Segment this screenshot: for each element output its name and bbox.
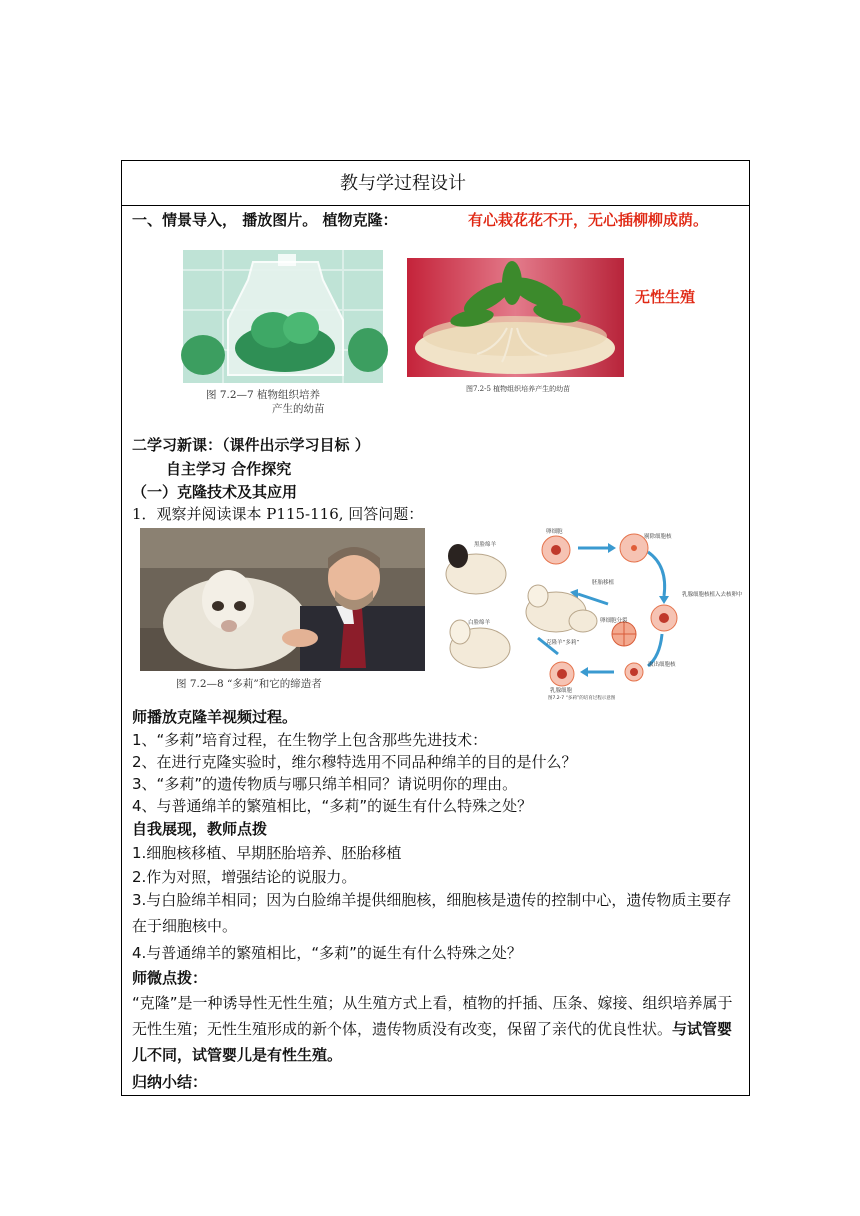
proverb-text: 有心栽花花不开，无心插柳柳成荫。 (468, 211, 709, 229)
caption-left-line2: 产生的幼苗 (272, 403, 325, 415)
answer-2: 2.作为对照，增强结论的说服力。 (132, 868, 357, 886)
title-divider (121, 205, 750, 206)
answer-1: 1.细胞核移植、早期胚胎培养、胚胎移植 (132, 844, 402, 862)
part1-heading: （一）克隆技术及其应用 (132, 483, 298, 501)
diagram-caption: 图7.2-7 “多莉”的培育过程示意图 (548, 696, 616, 701)
micro-paragraph (132, 990, 744, 1068)
video-heading: 师播放克隆羊视频过程。 (132, 708, 298, 726)
micro-text: “克隆”是一种诱导性无性生殖；从生殖方式上看，植物的扦插、压条、嫁接、组织培养属于无性生殖；无性生殖形成的新个体，遗传物质没有改变，保留了亲代的优良性状。 (132, 994, 733, 1038)
diagram-label-fusion: 乳腺细胞核植入去核卵中 (682, 592, 743, 598)
new-lesson-heading: 二学习新课：（课件出示学习目标 ） (132, 436, 370, 454)
micro-bold-text: 与试管婴儿不同，试管婴儿是有性生殖。 (132, 1020, 733, 1064)
question-1: 1、“多莉”培育过程，在生物学上包含那些先进技术： (132, 731, 488, 749)
micro-heading: 师微点拨： (132, 969, 208, 987)
table-title: 教与学过程设计 (340, 173, 466, 194)
summary-heading: 归纳小结： (132, 1073, 208, 1091)
question-4: 4、与普通绵羊的繁殖相比，“多莉”的诞生有什么特殊之处？ (132, 797, 533, 815)
plant-tissue-culture-image (183, 250, 383, 383)
diagram-label-cell-division: 卵细胞分裂 (600, 618, 628, 624)
dolly-breeding-diagram (438, 526, 743, 701)
caption-left-line1: 图 7.2—7 植物组织培养 (206, 389, 321, 401)
caption-right: 图7.2-5 植物组织培养产生的幼苗 (466, 385, 571, 393)
instruction-text: 1．观察并阅读课本 P115-116, 回答问题： (132, 505, 424, 523)
asexual-label: 无性生殖 (635, 288, 696, 306)
diagram-label-white-sheep: 白脸绵羊 (468, 620, 491, 626)
show-heading: 自我展现，教师点拨 (132, 820, 268, 838)
diagram-label-dolly: 克隆羊“多莉” (546, 640, 580, 646)
diagram-label-extract-nucleus: 取出细胞核 (648, 662, 676, 668)
question-2: 2、在进行克隆实验时，维尔穆特选用不同品种绵羊的目的是什么？ (132, 753, 577, 771)
answer-4: 4.与普通绵羊的繁殖相比，“多莉”的诞生有什么特殊之处？ (132, 944, 522, 962)
intro-heading: 一、情景导入， 播放图片。 植物克隆： (132, 211, 398, 229)
question-3: 3、“多莉”的遗传物质与哪只绵羊相同？请说明你的理由。 (132, 775, 518, 793)
diagram-label-breast-cell: 乳腺细胞 (550, 688, 573, 694)
caption-photo: 图 7.2—8 “多莉”和它的缔造者 (176, 678, 322, 690)
study-subheading: 自主学习 合作探究 (166, 460, 292, 478)
diagram-label-embryo-transfer: 胚胎移植 (592, 580, 615, 586)
dolly-and-creator-photo (140, 528, 425, 671)
answer-3: 3.与白脸绵羊相同；因为白脸绵羊提供细胞核，细胞核是遗传的控制中心，遗传物质主要存在于细胞核中。 (132, 891, 732, 935)
diagram-label-enucleated: 剔除细胞核 (644, 534, 672, 540)
plantlet-dish-image (407, 258, 624, 377)
diagram-label-egg: 卵细胞 (546, 529, 563, 535)
diagram-label-black-sheep: 黑脸绵羊 (474, 542, 497, 548)
